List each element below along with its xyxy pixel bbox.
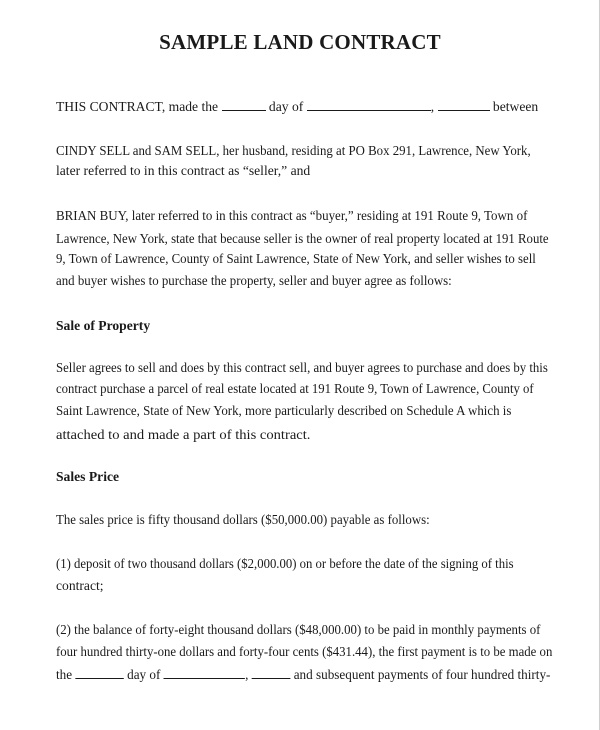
seller-line-2: later referred to in this contract as “seller,” and bbox=[56, 163, 311, 178]
payment-day-blank bbox=[75, 666, 123, 679]
payment-month-blank bbox=[164, 666, 245, 679]
sales-price-item-2-line-2: four hundred thirty-one dollars and forty-four cents ($431.44), the first payment is to be made on bbox=[56, 644, 553, 659]
payment-year-blank bbox=[252, 666, 291, 679]
item-2-text-a: the bbox=[56, 667, 73, 682]
month-blank bbox=[307, 98, 431, 111]
sales-price-heading: Sales Price bbox=[56, 469, 120, 484]
buyer-line-2: Lawrence, New York, state that because seller is the owner of real property located at 191 Route bbox=[56, 231, 549, 246]
day-blank bbox=[222, 98, 266, 111]
intro-text-1: THIS CONTRACT, made the bbox=[56, 99, 219, 114]
intro-text-4: between bbox=[492, 99, 539, 114]
sales-price-item-1-line-2: contract; bbox=[56, 578, 104, 593]
seller-line-1: CINDY SELL and SAM SELL, her husband, residing at PO Box 291, Lawrence, New York, bbox=[56, 143, 531, 158]
item-2-text-c: , bbox=[245, 667, 249, 682]
sale-of-property-heading: Sale of Property bbox=[56, 318, 151, 333]
item-2-text-b: day of bbox=[127, 667, 161, 682]
buyer-line-4: and buyer wishes to purchase the property, seller and buyer agree as follows: bbox=[56, 273, 452, 288]
sale-of-property-line-4: attached to and made a part of this contract. bbox=[56, 427, 311, 442]
buyer-line-3: 9, Town of Lawrence, County of Saint Lawrence, State of New York, and seller wishes to sell bbox=[56, 251, 536, 266]
sales-price-item-2-line-3 bbox=[56, 666, 550, 683]
sale-of-property-line-2: contract purchase a parcel of real estate located at 191 Route 9, Town of Lawrence, County of bbox=[56, 381, 534, 396]
buyer-line-1: BRIAN BUY, later referred to in this contract as “buyer,” residing at 191 Route 9, Town of bbox=[56, 208, 528, 223]
sale-of-property-line-3: Saint Lawrence, State of New York, more particularly described on Schedule A which is bbox=[56, 403, 512, 418]
sales-price-intro: The sales price is fifty thousand dollars ($50,000.00) payable as follows: bbox=[56, 512, 430, 527]
sales-price-item-1-line-1: (1) deposit of two thousand dollars ($2,000.00) on or before the date of the signing of this bbox=[56, 556, 514, 571]
item-2-text-d: and subsequent payments of four hundred thirty- bbox=[293, 667, 551, 682]
sale-of-property-line-1: Seller agrees to sell and does by this contract sell, and buyer agrees to purchase and does by this bbox=[56, 360, 548, 375]
intro-text-3: , bbox=[430, 99, 435, 114]
year-blank bbox=[438, 98, 490, 111]
intro-line bbox=[56, 98, 538, 115]
intro-text-2: day of bbox=[268, 99, 304, 114]
document-title: SAMPLE LAND CONTRACT bbox=[159, 30, 441, 54]
sales-price-item-2-line-1: (2) the balance of forty-eight thousand dollars ($48,000.00) to be paid in monthly payments of bbox=[56, 622, 541, 637]
